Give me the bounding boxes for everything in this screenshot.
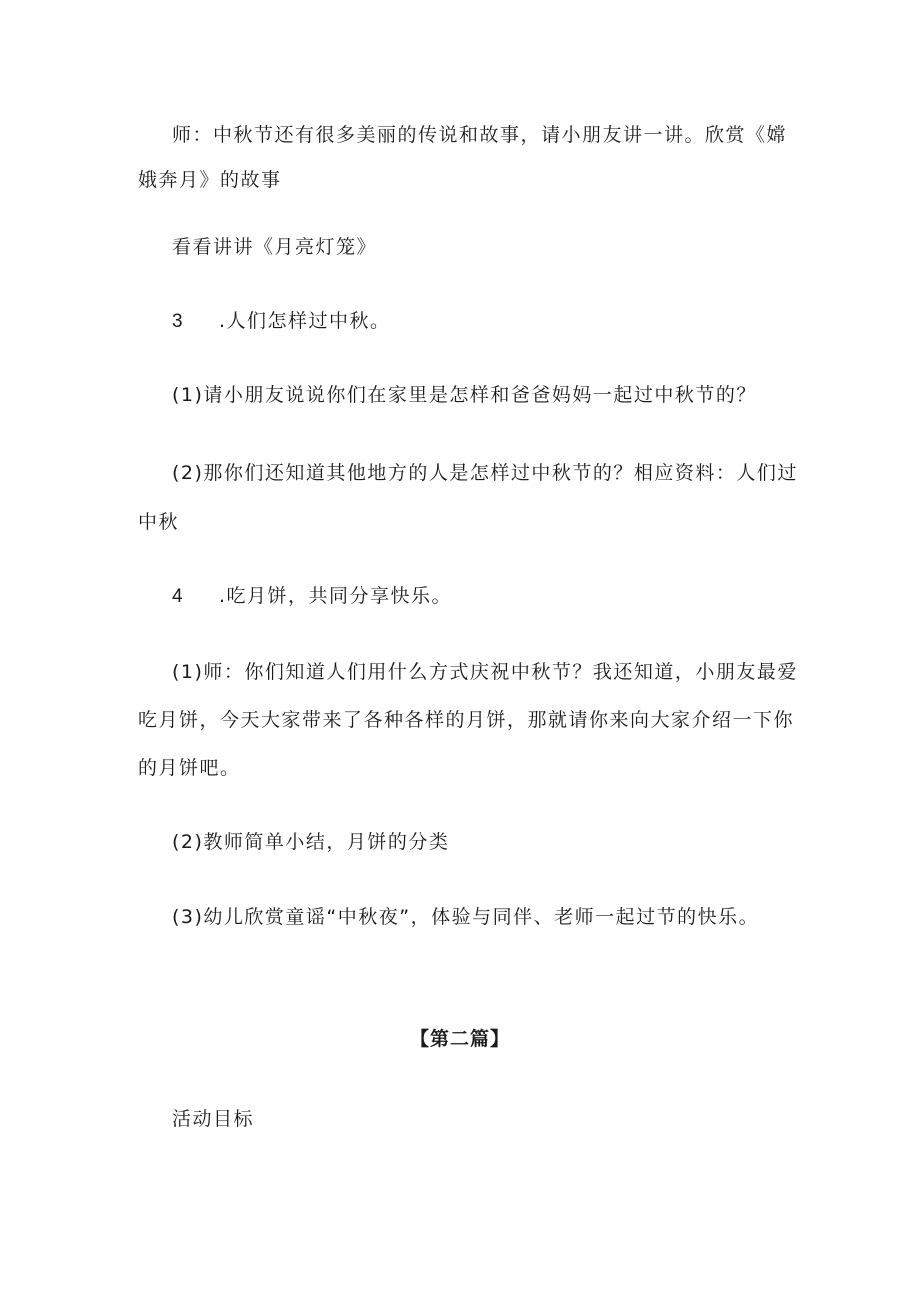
paragraph-9: (3)幼儿欣赏童谣“中秋夜”，体验与同伴、老师一起过节的快乐。 [172,906,760,928]
paragraph-7-line-2: 吃月饼，今天大家带来了各种各样的月饼，那就请你来向大家介绍一下你 [138,709,795,731]
paragraph-7-line-1: (1)师：你们知道人们用什么方式庆祝中秋节？我还知道，小朋友最爱 [172,661,798,683]
section-heading: 【第二篇】 [409,1028,510,1050]
paragraph-5-line-2: 中秋 [138,511,180,533]
list-number-4: 4 [172,586,185,607]
paragraph-7-line-3: 的月饼吧。 [138,757,241,779]
subheading: 活动目标 [172,1108,255,1130]
list-number-3: 3 [172,311,185,332]
paragraph-1-line-1: 师：中秋节还有很多美丽的传说和故事，请小朋友讲一讲。欣赏《嫦 [172,124,788,146]
list-item-4 [172,572,822,621]
paragraph-2: 看看讲讲《月亮灯笼》 [172,236,378,258]
list-text-3: .人们怎样过中秋。 [219,310,391,332]
paragraph-8: (2)教师简单小结，月饼的分类 [172,831,450,853]
paragraph-5-line-1: (2)那你们还知道其他地方的人是怎样过中秋节的？相应资料：人们过 [172,462,798,484]
paragraph-1-line-2: 娥奔月》的故事 [138,169,282,191]
list-item-3 [172,297,822,346]
list-text-4: .吃月饼，共同分享快乐。 [219,585,453,607]
paragraph-4: (1)请小朋友说说你们在家里是怎样和爸爸妈妈一起过中秋节的？ [172,384,757,406]
